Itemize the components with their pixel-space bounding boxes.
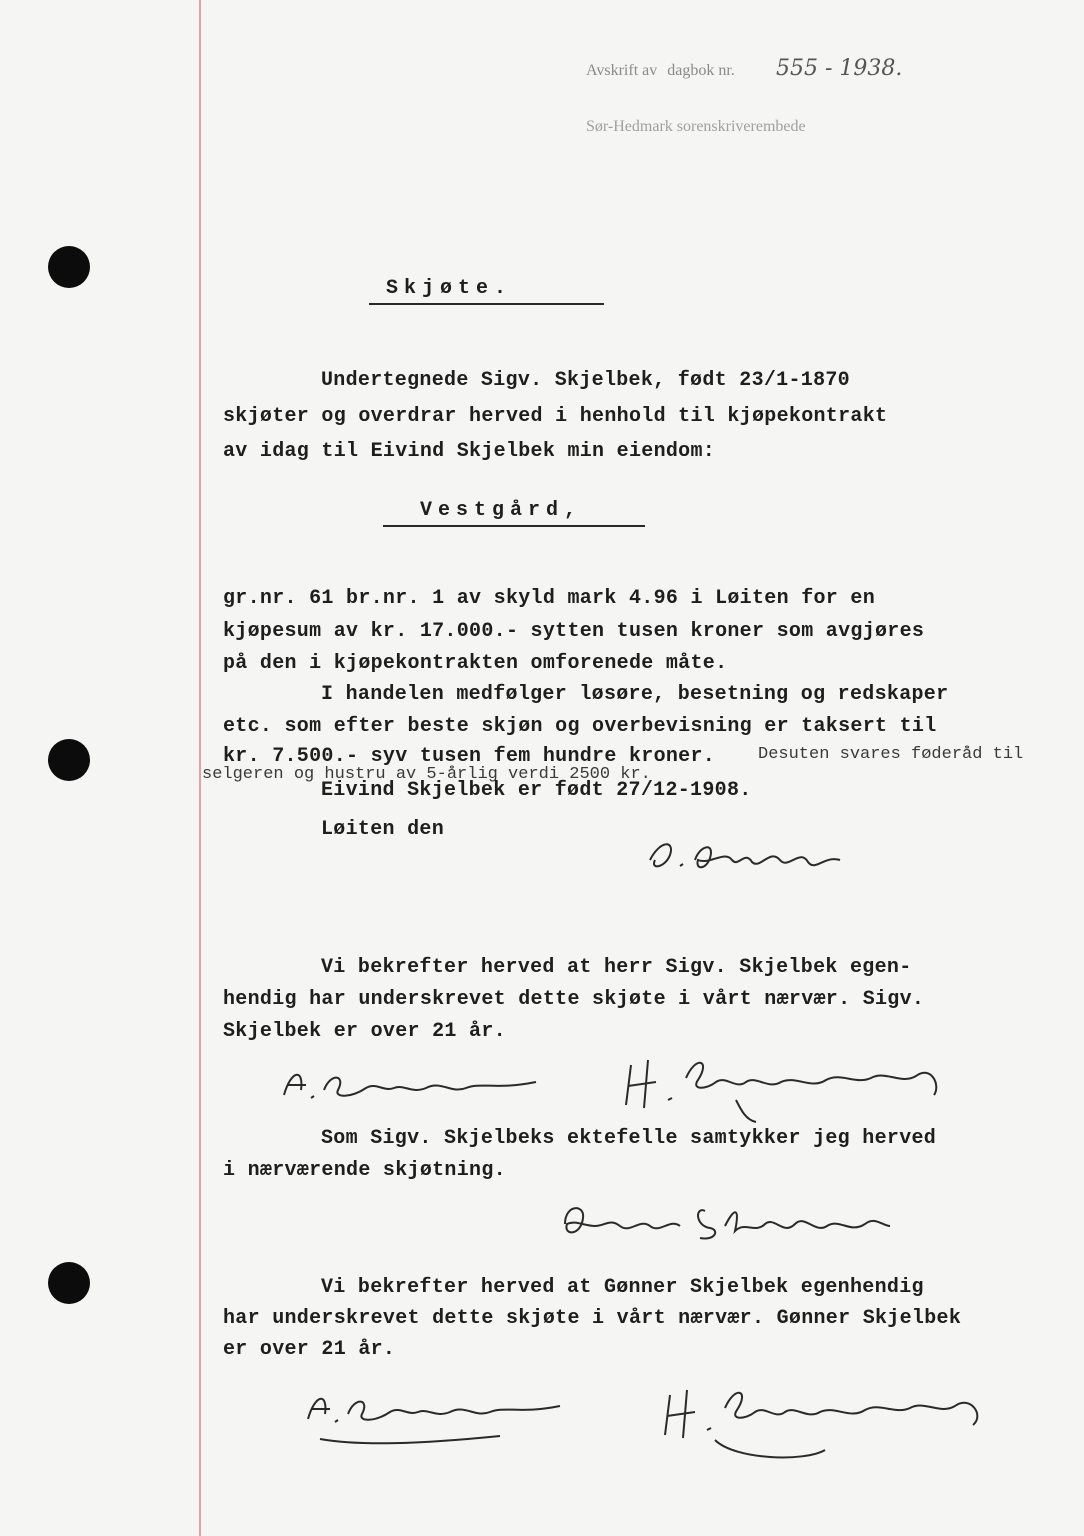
witness2-line1: Vi bekrefter herved at Gønner Skjelbek egenhendig: [321, 1276, 924, 1299]
consent-line1: Som Sigv. Skjelbeks ektefelle samtykker jeg herved: [321, 1127, 937, 1150]
addendum-part1: Desuten svares føderåd til: [758, 745, 1024, 764]
witness1-line2: hendig har underskrevet dette skjøte i vårt nærvær. Sigv.: [223, 988, 925, 1011]
punch-hole: [48, 739, 90, 781]
paragraph2-line4: I handelen medfølger løsøre, besetning og redskaper: [321, 683, 949, 706]
punch-hole: [48, 1262, 90, 1304]
witness2-line2: har underskrevet dette skjøte i vårt nærvær. Gønner Skjelbek: [223, 1307, 962, 1330]
addendum-part2: selgeren og hustru av 5-årlig verdi 2500 kr.: [202, 765, 651, 784]
stamp-line2: Sør-Hedmark sorenskriverembede: [586, 118, 806, 135]
paragraph1-line1: Undertegnede Sigv. Skjelbek, født 23/1-1870: [321, 369, 850, 392]
margin-line: [199, 0, 201, 1536]
stamp-prefix: Avskrift av: [586, 62, 658, 79]
stamp-dagbok: dagbok nr.: [667, 62, 735, 79]
paragraph2-line2: kjøpesum av kr. 17.000.- sytten tusen kroner som avgjøres: [223, 620, 925, 643]
place-line: Løiten den: [321, 818, 445, 841]
paragraph1-line2: skjøter og overdrar herved i henhold til kjøpekontrakt: [223, 405, 888, 428]
punch-hole: [48, 246, 90, 288]
paragraph2-line5: etc. som efter beste skjøn og overbevisning er taksert til: [223, 715, 937, 738]
title-underline: [369, 303, 604, 305]
stamp-line1: [586, 62, 735, 80]
witness-signature-4: [655, 1380, 1000, 1475]
witness1-line3: Skjelbek er over 21 år.: [223, 1020, 506, 1043]
witness2-line3: er over 21 år.: [223, 1338, 396, 1361]
witness-signature-1: [276, 1060, 546, 1110]
paragraph2-line3: på den i kjøpekontrakten omforenede måte.: [223, 652, 728, 675]
birth-line: Eivind Skjelbek er født 27/12-1908.: [321, 779, 752, 802]
property-underline: [383, 525, 645, 527]
paragraph2-line1: gr.nr. 61 br.nr. 1 av skyld mark 4.96 i Løiten for en: [223, 587, 876, 610]
witness-signature-2: [616, 1050, 961, 1130]
paragraph2-line6: kr. 7.500.- syv tusen fem hundre kroner.: [223, 745, 716, 768]
witness1-line1: Vi bekrefter herved at herr Sigv. Skjelbek egen-: [321, 956, 912, 979]
seller-signature: [640, 830, 860, 880]
property-name: Vestgård,: [420, 499, 583, 522]
spouse-signature: [555, 1196, 895, 1246]
document-title: Skjøte.: [386, 277, 513, 300]
consent-line2: i nærværende skjøtning.: [223, 1159, 506, 1182]
witness-signature-3: [300, 1384, 570, 1454]
stamp-number: 555 - 1938.: [776, 56, 903, 81]
paragraph1-line3: av idag til Eivind Skjelbek min eiendom:: [223, 440, 716, 463]
